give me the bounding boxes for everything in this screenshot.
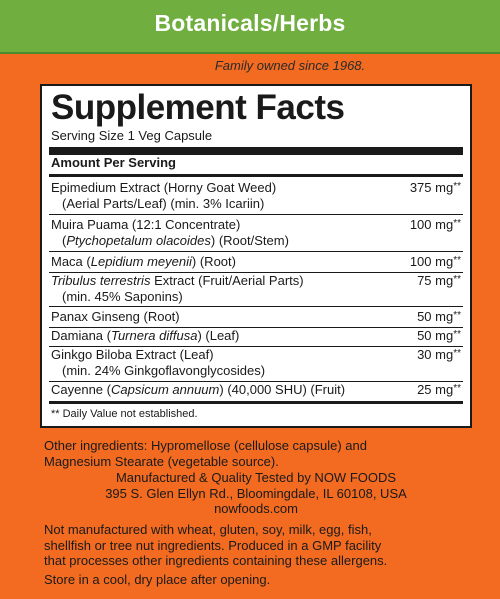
ingredient-name: Maca ( [51, 254, 91, 269]
dv-mark: ** [453, 348, 461, 359]
ingredient-row-epimedium [51, 180, 461, 211]
thick-rule [49, 147, 463, 155]
row-divider [49, 214, 463, 215]
ingredient-detail: (min. 24% Ginkgoflavonglycosides) [62, 362, 266, 378]
ingredient-amount: 100 mg [409, 217, 454, 232]
dv-mark: ** [453, 274, 461, 285]
dv-mark: ** [453, 310, 461, 321]
facts-title: Supplement Facts [51, 88, 345, 127]
dv-mark: ** [453, 218, 461, 229]
ingredient-name: Damiana ( [51, 328, 111, 343]
storage-instructions: Store in a cool, dry place after opening. [44, 572, 271, 587]
ingredient-detail: (Aerial Parts/Leaf) (min. 3% Icariin) [62, 195, 265, 211]
ingredient-amount: 30 mg [417, 347, 454, 362]
ingredient-amount: 25 mg [417, 382, 454, 397]
manufacturer-info [40, 470, 472, 517]
ingredient-latin-name: Lepidium meyenii [90, 254, 192, 269]
ingredient-amount: 50 mg [417, 309, 454, 324]
supplement-facts-panel [40, 84, 472, 428]
dv-mark: ** [453, 181, 461, 192]
ingredient-name: Epimedium Extract (Horny Goat Weed) [51, 180, 277, 195]
ingredient-row-maca [51, 254, 461, 270]
allergen-line: shellfish or tree nut ingredients. Produced in a GMP facility [44, 537, 382, 553]
category-banner [0, 0, 500, 54]
ingredient-amount: 75 mg [417, 273, 454, 288]
amount-per-serving: Amount Per Serving [51, 155, 176, 170]
ingredient-name: Panax Ginseng (Root) [51, 309, 180, 324]
other-ingredients [44, 438, 367, 469]
ingredient-name: Cayenne ( [51, 382, 111, 397]
ingredient-detail: (min. 45% Saponins) [62, 288, 183, 304]
dv-mark: ** [453, 255, 461, 266]
ingredient-detail: (Root/Stem) [215, 232, 289, 248]
ingredient-row-cayenne [51, 382, 461, 398]
ingredient-amount: 100 mg [409, 254, 454, 269]
ingredient-amount: 375 mg [409, 180, 454, 195]
row-divider [49, 251, 463, 252]
row-divider [49, 306, 463, 307]
ingredient-name: Extract (Fruit/Aerial Parts) [150, 273, 304, 288]
ingredient-amount: 50 mg [417, 328, 454, 343]
allergen-line: Not manufactured with wheat, gluten, soy, milk, egg, fish, [44, 522, 372, 537]
manufacturer-address: 395 S. Glen Ellyn Rd., Bloomingdale, IL 60108, USA [105, 485, 407, 501]
ingredient-detail: ) (40,000 SHU) (Fruit) [219, 382, 346, 397]
serving-size: Serving Size 1 Veg Capsule [51, 128, 213, 143]
ingredient-latin-name: Capsicum annuum [110, 382, 220, 397]
ingredient-row-ginkgo [51, 347, 461, 378]
ingredient-latin-name: Ptychopetalum olacoides [66, 232, 211, 248]
allergen-statement [44, 522, 387, 569]
other-ingredients-line: Magnesium Stearate (vegetable source). [44, 453, 279, 469]
paren-open: ( [62, 232, 67, 248]
ingredient-detail: ) (Root) [191, 254, 236, 269]
ingredient-latin-name: Tribulus terrestris [51, 273, 151, 288]
daily-value-note: ** Daily Value not established. [51, 408, 198, 420]
ingredient-name: Ginkgo Biloba Extract (Leaf) [51, 347, 214, 362]
ingredient-row-panax-ginseng [51, 309, 461, 325]
category-title: Botanicals/Herbs [154, 10, 346, 36]
section-rule [49, 401, 463, 404]
manufacturer-line: Manufactured & Quality Tested by NOW FOODS [115, 470, 397, 485]
ingredient-row-muira-puama [51, 217, 461, 248]
other-ingredients-line: Other ingredients: Hypromellose (cellulose capsule) and [44, 438, 367, 453]
ingredient-latin-name: Turnera diffusa [110, 328, 198, 343]
allergen-line: that processes other ingredients containing these allergens. [44, 553, 388, 568]
paren-close: ) [210, 232, 216, 248]
manufacturer-website: nowfoods.com [214, 501, 298, 516]
dv-mark: ** [453, 383, 461, 394]
dv-mark: ** [453, 329, 461, 340]
tagline: Family owned since 1968. [214, 58, 366, 73]
ingredient-name: Muira Puama (12:1 Concentrate) [51, 217, 241, 232]
section-rule [49, 174, 463, 177]
ingredient-row-damiana [51, 328, 461, 344]
ingredient-row-tribulus [51, 273, 461, 304]
ingredient-detail: ) (Leaf) [197, 328, 240, 343]
